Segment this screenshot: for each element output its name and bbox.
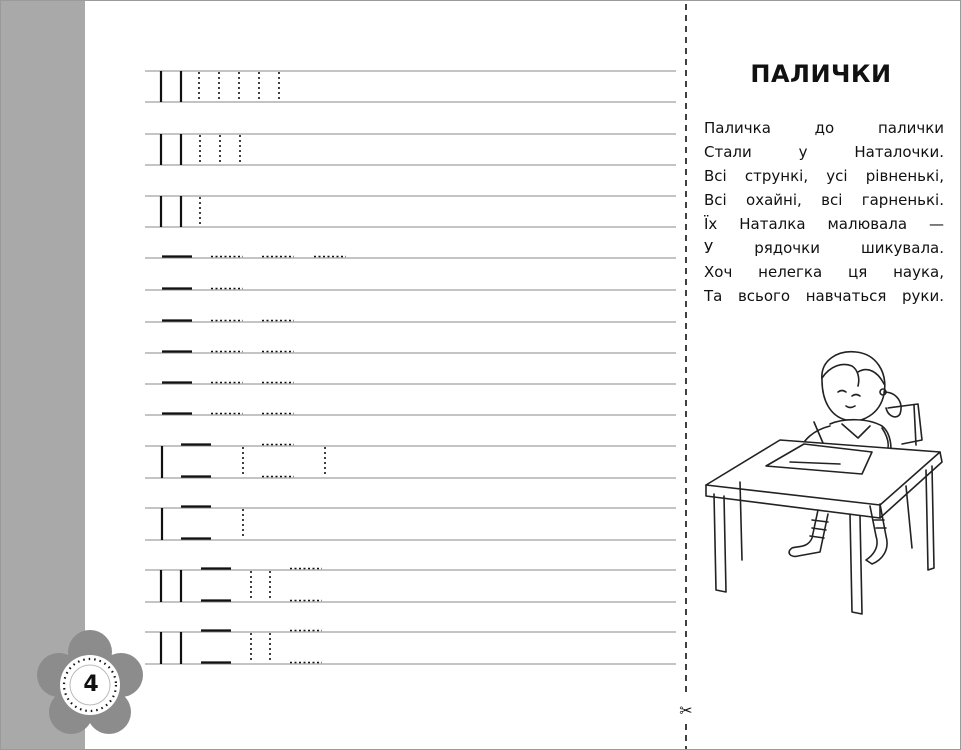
poem-line: Хоч нелегка ця наука, <box>704 263 944 281</box>
poem-line: Паличка до палички <box>704 119 944 137</box>
poem-line: У рядочки шикувала. <box>704 239 944 257</box>
poem-line: Всі стрункі, усі рівненькі, <box>704 167 944 185</box>
poem-line: Всі охайні, всі гарненькі. <box>704 191 944 209</box>
poem-title: ПАЛИЧКИ <box>750 60 892 88</box>
poem-line: Стали у Наталочки. <box>704 143 944 161</box>
poem-line: Їх Наталка малювала — <box>704 215 944 233</box>
poem-line: Та всього навчаться руки. <box>704 287 944 305</box>
page-number: 4 <box>83 672 99 697</box>
scissors-icon: ✂ <box>679 701 693 720</box>
